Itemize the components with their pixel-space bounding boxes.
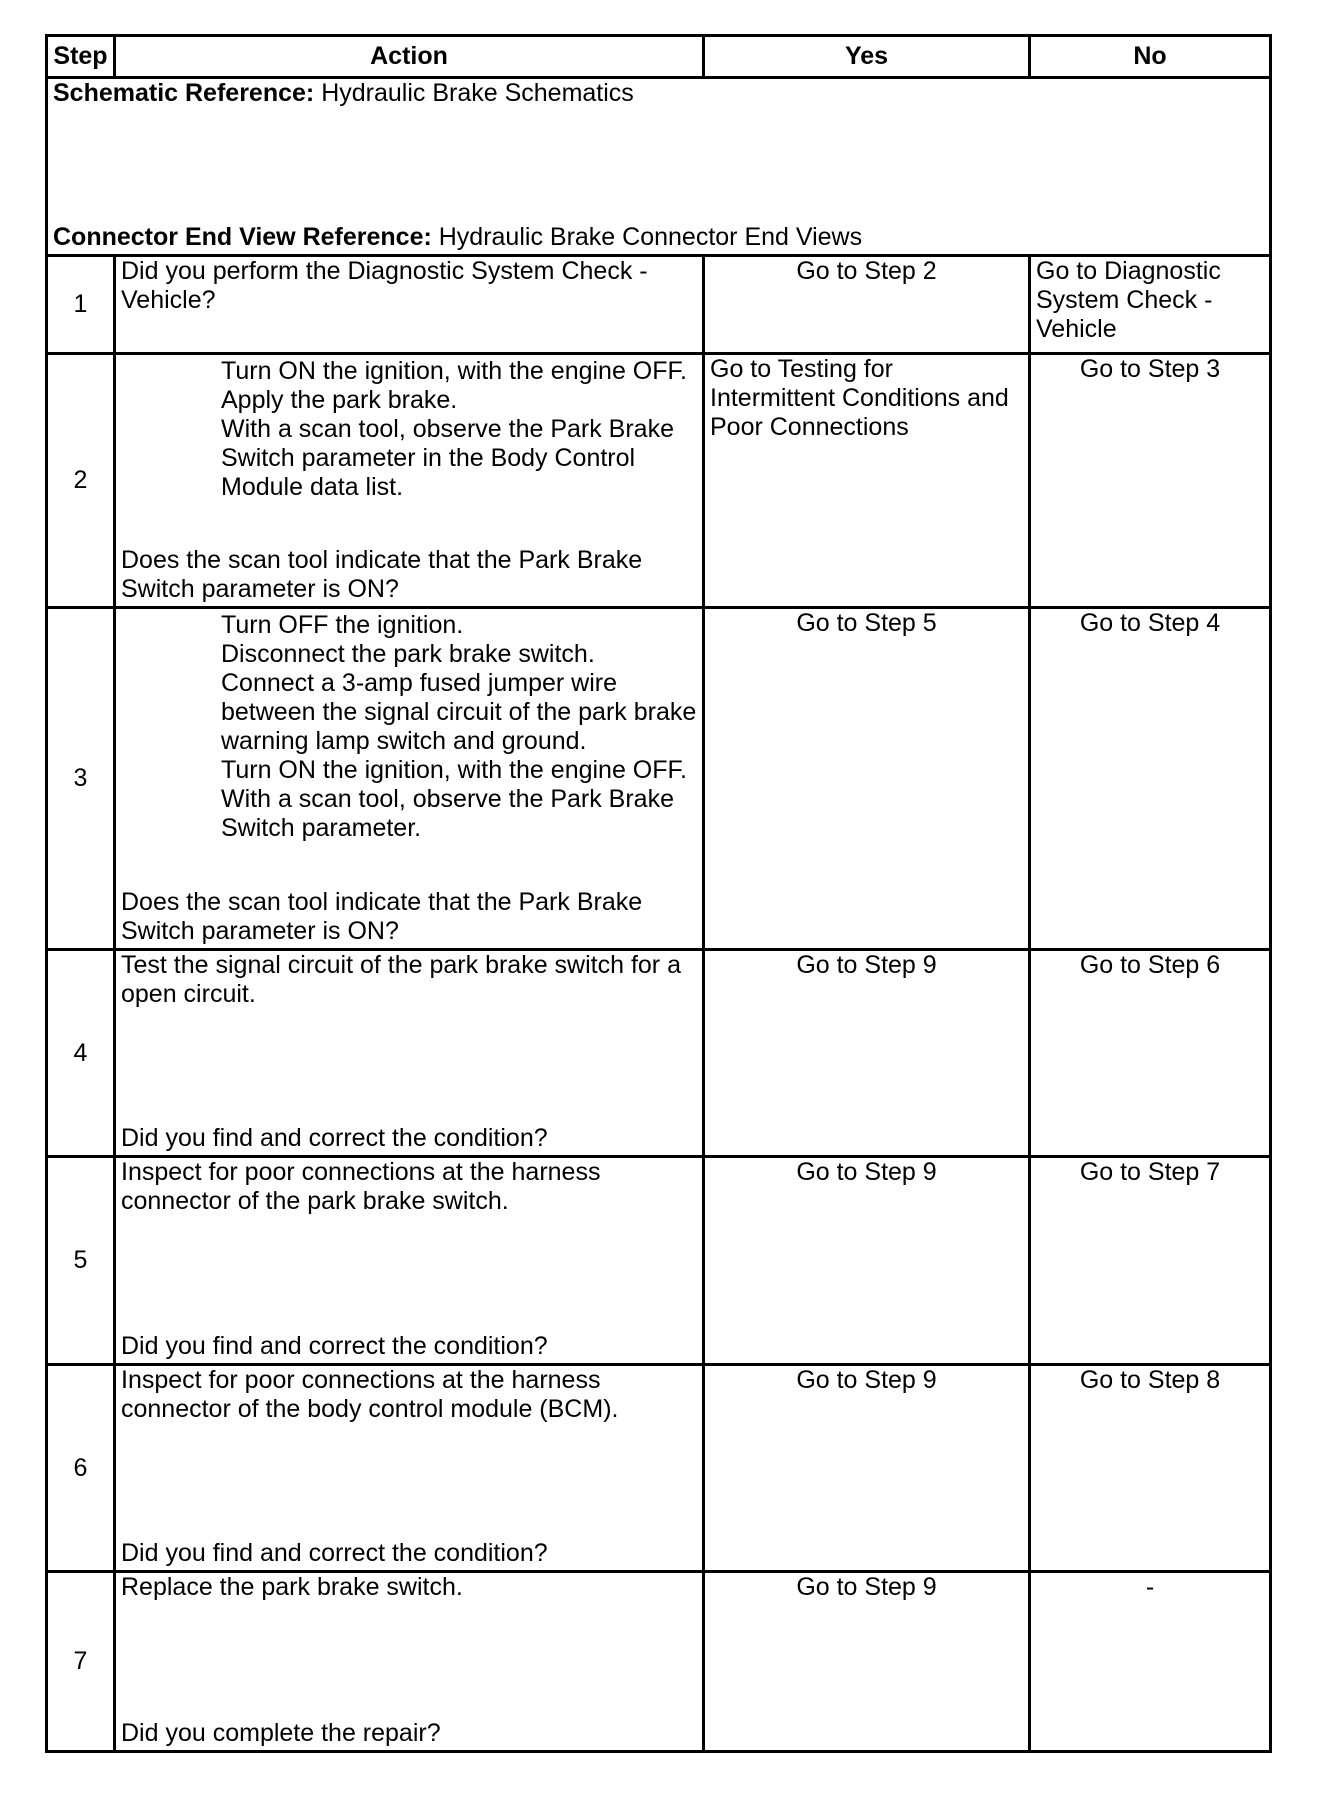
yes-cell: Go to Step 9 — [704, 1157, 1030, 1365]
diagnostic-table — [45, 34, 1272, 1753]
reference-cell — [47, 78, 1271, 256]
table-row — [47, 354, 1271, 608]
table-row — [47, 950, 1271, 1157]
action-text: Replace the park brake switch. — [121, 1573, 463, 1601]
action-text: Did you perform the Diagnostic System Check - Vehicle? — [121, 257, 648, 314]
substep: Turn OFF the ignition. — [221, 611, 464, 639]
schematic-reference-value: Hydraulic Brake Schematics — [321, 79, 634, 107]
question-text: Does the scan tool indicate that the Park Brake Switch parameter is ON? — [121, 888, 643, 945]
yes-cell: Go to Step 9 — [704, 1365, 1030, 1572]
header-no: No — [1030, 36, 1271, 78]
substep: Turn ON the ignition, with the engine OFF. — [221, 756, 687, 784]
step-number: 7 — [47, 1572, 115, 1752]
action-text: Inspect for poor connections at the harness connector of the body control module (BCM). — [121, 1366, 619, 1423]
action-cell — [115, 950, 704, 1157]
connector-reference-value: Hydraulic Brake Connector End Views — [438, 223, 863, 251]
step-number: 2 — [47, 354, 115, 608]
no-cell: Go to Step 4 — [1030, 608, 1271, 950]
action-text: Inspect for poor connections at the harness connector of the park brake switch. — [121, 1158, 601, 1215]
step-number: 6 — [47, 1365, 115, 1572]
table-row — [47, 256, 1271, 354]
question-text: Did you find and correct the condition? — [121, 1539, 548, 1567]
substep: With a scan tool, observe the Park Brake Switch parameter in the Body Control Module data list. — [221, 415, 674, 501]
no-cell: Go to Step 3 — [1030, 354, 1271, 608]
question-text: Does the scan tool indicate that the Park Brake Switch parameter is ON? — [121, 546, 643, 603]
no-cell: - — [1030, 1572, 1271, 1752]
substep: Turn ON the ignition, with the engine OFF. — [221, 357, 687, 385]
step-number: 3 — [47, 608, 115, 950]
table-row — [47, 1157, 1271, 1365]
step-number: 5 — [47, 1157, 115, 1365]
header-action: Action — [115, 36, 704, 78]
no-cell: Go to Step 7 — [1030, 1157, 1271, 1365]
yes-cell: Go to Step 9 — [704, 950, 1030, 1157]
connector-reference — [53, 223, 862, 252]
action-cell — [115, 1572, 704, 1752]
substep-list — [121, 357, 697, 502]
table-row — [47, 608, 1271, 950]
schematic-reference — [53, 79, 1264, 108]
substep: Disconnect the park brake switch. — [221, 640, 595, 668]
action-cell — [115, 1157, 704, 1365]
connector-reference-label: Connector End View Reference: — [53, 223, 432, 251]
action-cell — [115, 608, 704, 950]
header-yes: Yes — [704, 36, 1030, 78]
question-text: Did you find and correct the condition? — [121, 1124, 548, 1152]
step-number: 4 — [47, 950, 115, 1157]
yes-cell: Go to Testing for Intermittent Conditions and Poor Connections — [704, 354, 1030, 608]
substep: With a scan tool, observe the Park Brake Switch parameter. — [221, 785, 674, 842]
substep: Apply the park brake. — [221, 386, 458, 414]
yes-cell: Go to Step 2 — [704, 256, 1030, 354]
no-cell: Go to Step 8 — [1030, 1365, 1271, 1572]
action-cell — [115, 256, 704, 354]
step-number: 1 — [47, 256, 115, 354]
reference-row — [47, 78, 1271, 256]
yes-cell: Go to Step 5 — [704, 608, 1030, 950]
yes-cell: Go to Step 9 — [704, 1572, 1030, 1752]
header-step: Step — [47, 36, 115, 78]
action-cell — [115, 354, 704, 608]
no-cell: Go to Diagnostic System Check - Vehicle — [1030, 256, 1271, 354]
substep-list — [121, 611, 697, 843]
table-row — [47, 1572, 1271, 1752]
action-text: Test the signal circuit of the park brake switch for a open circuit. — [121, 951, 681, 1008]
schematic-reference-label: Schematic Reference: — [53, 79, 315, 107]
table-row — [47, 1365, 1271, 1572]
no-cell: Go to Step 6 — [1030, 950, 1271, 1157]
question-text: Did you find and correct the condition? — [121, 1332, 548, 1360]
action-cell — [115, 1365, 704, 1572]
substep: Connect a 3-amp fused jumper wire between the signal circuit of the park brake warning lamp switch and ground. — [221, 669, 697, 755]
header-row — [47, 36, 1271, 78]
question-text: Did you complete the repair? — [121, 1719, 441, 1747]
